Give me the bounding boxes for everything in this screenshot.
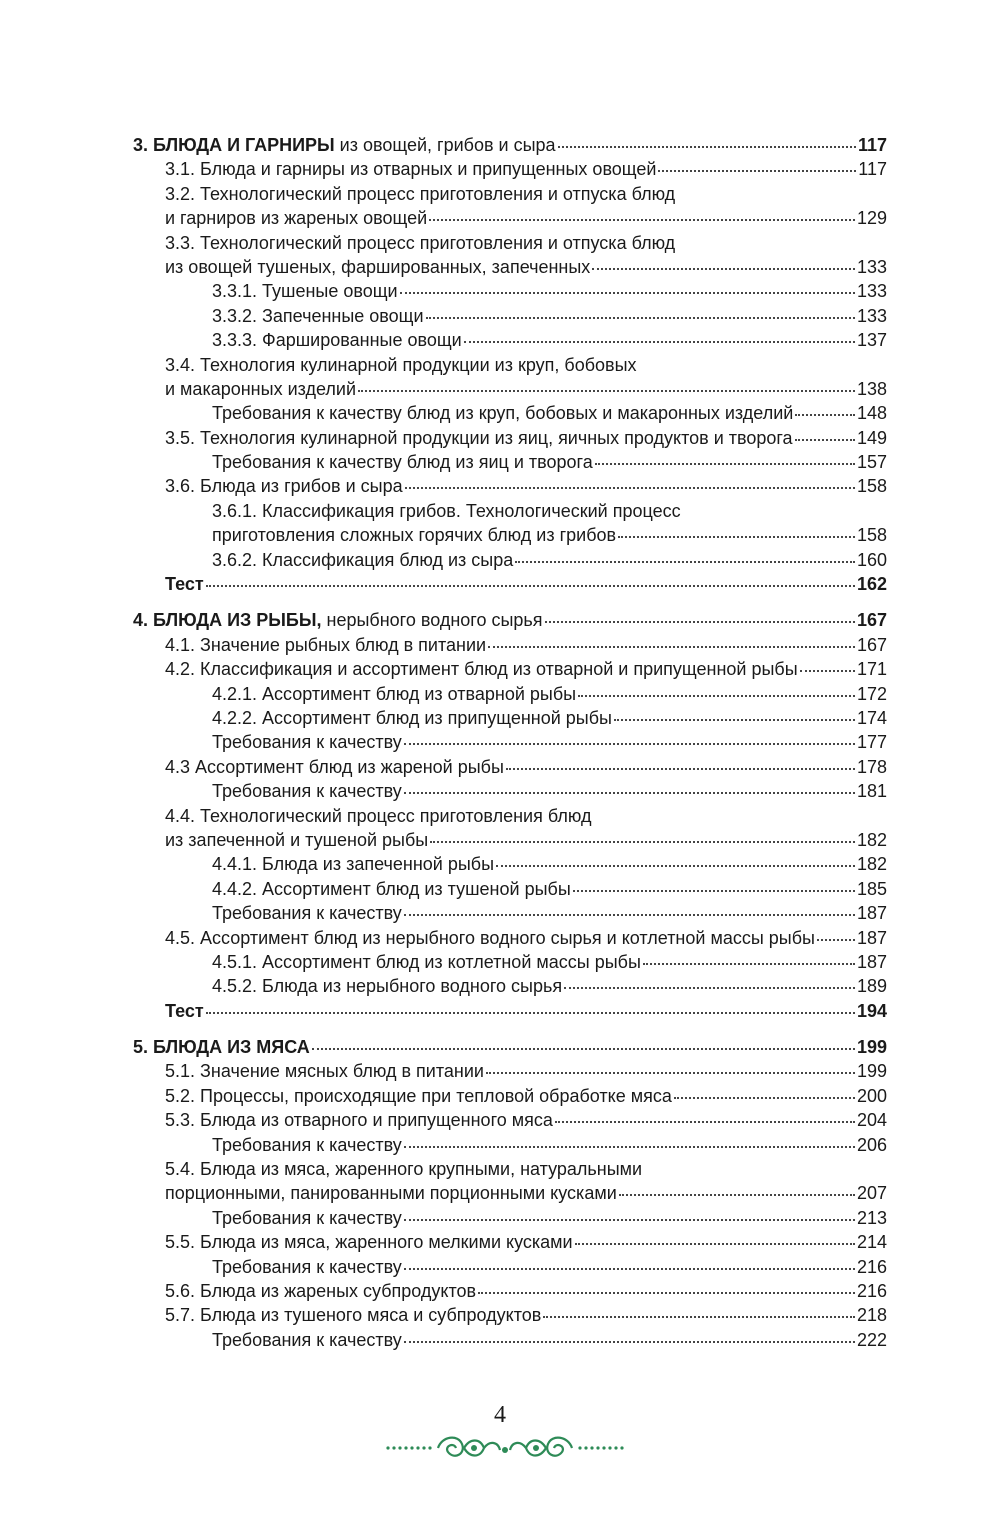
page-ref: 182 [856,854,887,875]
page-ref: 187 [856,903,887,924]
page-ref: 160 [856,549,887,570]
dot-leader [405,487,855,489]
entry-title: 4.5.1. Ассортимент блюд из котлетной массы рыбы [212,951,641,972]
page-ref: 204 [856,1110,887,1131]
dot-leader [619,1194,855,1196]
test-entry[interactable] [133,999,887,1023]
page-ref: 200 [856,1085,887,1106]
page-ref: 133 [856,281,887,302]
dot-leader [486,1072,855,1074]
page-ref: 171 [856,659,887,680]
toc-entry[interactable] [133,474,887,498]
toc-entry[interactable] [133,755,887,779]
dot-leader [478,1292,855,1294]
dot-leader [658,170,856,172]
entry-title: Требования к качеству [212,903,402,924]
dot-leader [795,439,855,441]
dot-leader [595,463,855,465]
entry-title: Требования к качеству [212,1329,402,1350]
entry-title: 5.6. Блюда из жареных субпродуктов [165,1280,477,1301]
entry-title: 4.3 Ассортимент блюд из жареной рыбы [165,756,504,777]
page-ref: 133 [856,305,887,326]
entry-title: Требования к качеству [212,732,402,753]
toc-entry[interactable] [133,657,887,681]
dot-leader [564,987,855,989]
toc-entry[interactable] [133,950,887,974]
entry-title: 5.1. Значение мясных блюд в питании [165,1061,484,1082]
page-ref: 177 [856,732,887,753]
dot-leader [206,1012,855,1014]
page-number: 4 [494,1402,506,1428]
entry-title: Тест [165,1000,204,1021]
entry-title: Тест [165,574,204,595]
toc-entry[interactable] [133,877,887,901]
toc-entry[interactable] [133,1255,887,1279]
dot-leader [614,719,855,721]
page-ref: 216 [856,1256,887,1277]
dot-leader [404,1219,855,1221]
dot-leader [575,1243,855,1245]
entry-title: 4.2.2. Ассортимент блюд из припущенной рыбы [212,707,612,728]
dot-leader [496,865,855,867]
dot-leader [404,1268,855,1270]
entry-title: из овощей тушеных, фаршированных, запеченных [165,256,591,277]
table-of-contents [133,133,887,1364]
toc-entry[interactable] [133,279,887,303]
entry-title: приготовления сложных горячих блюд из грибов [212,525,617,546]
toc-entry[interactable] [133,1206,887,1230]
dot-leader [426,317,855,319]
toc-entry[interactable] [133,901,887,925]
dot-leader [515,561,855,563]
page-ref: 137 [856,330,887,351]
dot-leader [404,743,855,745]
ornament-flourish-icon [380,1428,630,1468]
dot-leader [488,646,855,648]
toc-entry[interactable] [133,1108,887,1132]
dot-leader [800,670,855,672]
toc-entry[interactable] [133,1133,887,1157]
page-ref: 185 [856,878,887,899]
page-ref: 207 [856,1183,887,1204]
entry-title: порционными, панированными порционными кусками [165,1183,617,1204]
chapter-entry[interactable] [133,133,887,157]
entry-title: Требования к качеству [212,1134,402,1155]
page-ref: 148 [856,403,887,424]
toc-entry[interactable] [133,633,887,657]
toc-entry[interactable] [133,328,887,352]
chapter-title-rest: нерыбного водного сырья [321,610,543,631]
page-ref: 187 [856,951,887,972]
toc-entry[interactable] [133,1328,887,1352]
toc-entry[interactable] [133,548,887,572]
toc-entry[interactable] [133,682,887,706]
page-ref: 138 [856,378,887,399]
dot-leader [578,695,855,697]
chapter-entry[interactable] [133,1035,887,1059]
entry-title: 5.5. Блюда из мяса, жаренного мелкими кусками [165,1232,573,1253]
dot-leader [543,1316,855,1318]
chapter-number: 3. [133,135,149,155]
entry-title: Требования к качеству [212,1207,402,1228]
chapter-number: 5. [133,1037,149,1058]
page-ref: 194 [856,1000,887,1021]
dot-leader [817,939,855,941]
page-ref: 117 [858,159,887,180]
dot-leader [674,1097,855,1099]
dot-leader [573,890,855,892]
dot-leader [592,268,855,270]
dot-leader [206,585,855,587]
entry-title: 4.1. Значение рыбных блюд в питании [165,634,487,655]
dot-leader [400,292,855,294]
page-ref: 222 [856,1329,887,1350]
dot-leader [404,792,855,794]
chapter-title-rest: из овощей, грибов и сыра [334,135,556,155]
dot-leader [618,536,855,538]
dot-leader [312,1048,855,1050]
page-ref: 167 [856,610,887,631]
toc-section [133,133,887,596]
entry-title: Требования к качеству [212,1256,402,1277]
toc-entry[interactable] [133,828,887,852]
dot-leader [404,1341,855,1343]
entry-title: 3.3.2. Запеченные овощи [212,305,424,326]
entry-title: 3.1. Блюда и гарниры из отварных и припущенных овощей [165,159,657,180]
page-ref: 182 [856,829,887,850]
page-ref: 129 [856,208,887,229]
page-ref: 216 [856,1280,887,1301]
entry-title: 4.5. Ассортимент блюд из нерыбного водного сырья и котлетной массы рыбы [165,927,815,948]
chapter-title-bold: БЛЮДА ИЗ МЯСА [153,1037,310,1058]
page-ref: 157 [856,452,887,473]
page-ref: 199 [856,1061,887,1082]
toc-section [133,1035,887,1352]
toc-entry[interactable] [133,730,887,754]
entry-title: и макаронных изделий [165,378,357,399]
page-ref: 158 [856,476,887,497]
page-ref: 178 [856,756,887,777]
toc-entry-line: 3.2. Технологический процесс приготовления и отпуска блюд [165,183,676,204]
toc-entry[interactable] [133,426,887,450]
entry-title: 4.2. Классификация и ассортимент блюд из отварной и припущенной рыбы [165,659,798,680]
toc-entry-line: 5.4. Блюда из мяса, жаренного крупными, натуральными [165,1159,643,1180]
entry-title: 4.4.2. Ассортимент блюд из тушеной рыбы [212,878,571,899]
chapter-title [133,608,543,632]
entry-title: 4.4.1. Блюда из запеченной рыбы [212,854,495,875]
toc-entry-line: 3.3. Технологический процесс приготовления и отпуска блюд [165,232,676,253]
dot-leader [506,768,855,770]
page-ref: 189 [856,976,887,997]
dot-leader [643,963,855,965]
toc-entry[interactable] [133,706,887,730]
toc-entry[interactable] [133,974,887,998]
toc-entry[interactable] [133,1059,887,1083]
dot-leader [404,914,855,916]
entry-title: Требования к качеству блюд из яиц и творога [212,452,593,473]
dot-leader [429,219,855,221]
toc-entry[interactable] [133,1084,887,1108]
toc-entry[interactable] [133,206,887,230]
dot-leader [558,146,856,148]
toc-entry-line: 3.6.1. Классификация грибов. Технологический процесс [212,500,681,521]
toc-entry[interactable] [133,377,887,401]
page-ref: 174 [856,707,887,728]
page-ref: 167 [856,634,887,655]
chapter-number: 4. [133,610,149,631]
page-ref: 172 [856,683,887,704]
chapter-entry[interactable] [133,608,887,632]
toc-entry[interactable] [133,304,887,328]
toc-entry[interactable] [133,450,887,474]
entry-title: 3.6. Блюда из грибов и сыра [165,476,403,497]
entry-title: 5.2. Процессы, происходящие при тепловой обработке мяса [165,1085,672,1106]
page-ref: 181 [856,781,887,802]
dot-leader [795,414,855,416]
toc-entry-line: 4.4. Технологический процесс приготовления блюд [165,805,592,826]
dot-leader [404,1146,855,1148]
entry-title: 3.3.1. Тушеные овощи [212,281,398,302]
entry-title: из запеченной и тушеной рыбы [165,829,429,850]
toc-entry-line: 3.4. Технология кулинарной продукции из круп, бобовых [165,354,637,375]
page-ref: 133 [856,256,887,277]
toc-entry[interactable] [133,401,887,425]
page-ref: 187 [856,927,887,948]
chapter-title-bold: БЛЮДА ИЗ РЫБЫ, [153,610,322,631]
page-ref: 214 [856,1232,887,1253]
entry-title: 5.3. Блюда из отварного и припущенного мяса [165,1110,553,1131]
toc-entry[interactable] [133,1279,887,1303]
toc-entry[interactable] [133,157,887,181]
chapter-title-bold: БЛЮДА И ГАРНИРЫ [153,135,335,155]
entry-title: 3.3.3. Фаршированные овощи [212,330,462,351]
entry-title: 5.7. Блюда из тушеного мяса и субпродуктов [165,1305,542,1326]
toc-entry[interactable] [133,852,887,876]
toc-entry[interactable] [133,779,887,803]
chapter-title [133,1035,310,1059]
entry-title: и гарниров из жареных овощей [165,208,428,229]
toc-entry[interactable] [133,255,887,279]
entry-title: Требования к качеству блюд из круп, бобовых и макаронных изделий [212,403,794,424]
entry-title: 3.6.2. Классификация блюд из сыра [212,549,514,570]
entry-title: 3.5. Технология кулинарной продукции из яиц, яичных продуктов и творога [165,427,793,448]
entry-title: 4.2.1. Ассортимент блюд из отварной рыбы [212,683,577,704]
toc-entry[interactable] [133,1303,887,1327]
toc-section [133,608,887,1023]
dot-leader [464,341,855,343]
page-ref: 158 [856,525,887,546]
page-ref: 218 [856,1305,887,1326]
page-ref: 199 [856,1037,887,1058]
toc-entry[interactable] [133,1230,887,1254]
dot-leader [555,1121,855,1123]
page-ref: 162 [856,574,887,595]
entry-title: Требования к качеству [212,781,402,802]
dot-leader [430,841,855,843]
page-ref: 213 [856,1207,887,1228]
entry-title: 4.5.2. Блюда из нерыбного водного сырья [212,976,563,997]
toc-entry[interactable] [133,926,887,950]
test-entry[interactable] [133,572,887,596]
page-ref: 117 [857,135,887,155]
page-ref: 149 [856,427,887,448]
dot-leader [545,621,855,623]
page-ref: 206 [856,1134,887,1155]
dot-leader [358,390,855,392]
chapter-title [133,133,556,157]
toc-entry[interactable] [133,523,887,547]
toc-entry[interactable] [133,1181,887,1205]
